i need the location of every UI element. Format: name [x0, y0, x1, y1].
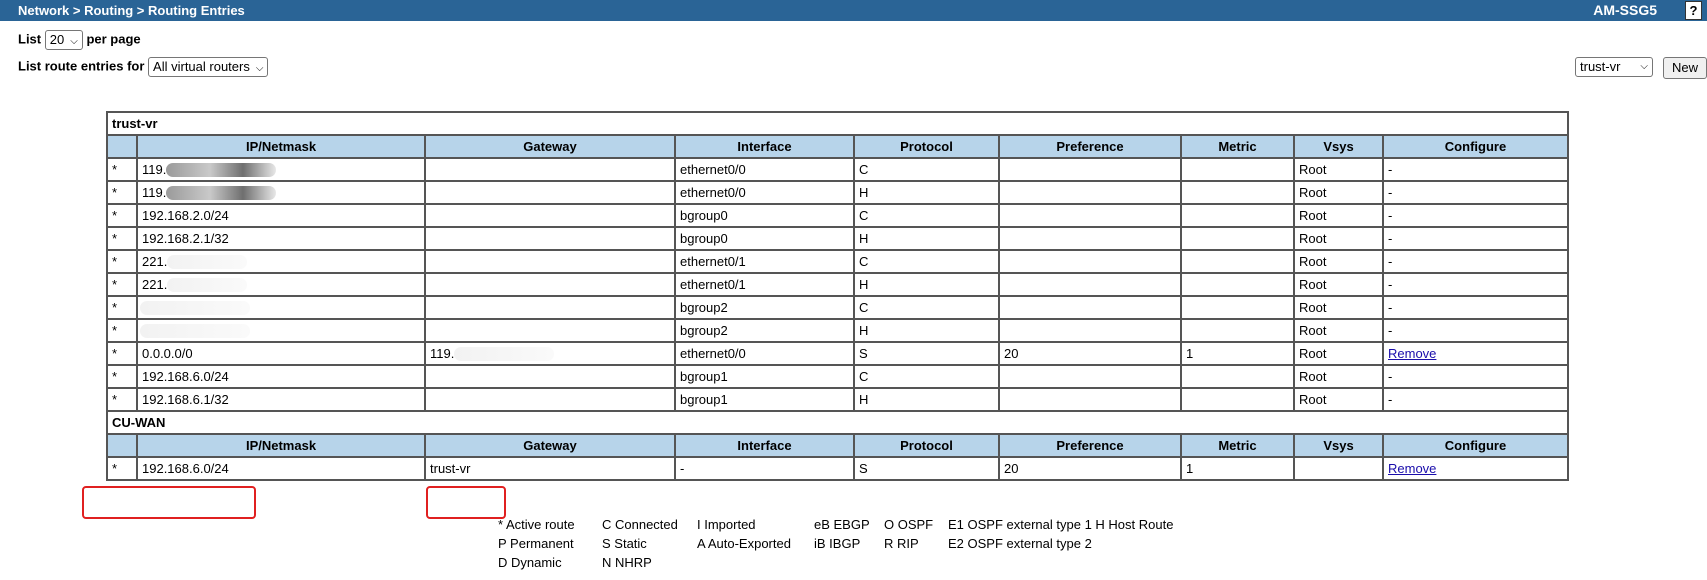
cell-metric [1181, 273, 1294, 296]
cell-pref [999, 227, 1181, 250]
cell-text: S [859, 461, 868, 476]
table-row [107, 457, 1568, 480]
cell-text: * [112, 461, 118, 476]
cell-text: 20 [1004, 346, 1019, 361]
table-row [107, 296, 1568, 319]
cell-proto [854, 296, 999, 319]
column-header: Protocol [854, 135, 999, 158]
cell-text: ethernet0/0 [680, 162, 746, 177]
cell-proto [854, 250, 999, 273]
cell-gw [425, 250, 675, 273]
cell-iface [675, 250, 854, 273]
cell-ip [137, 365, 425, 388]
table-row [107, 388, 1568, 411]
cell-text: C [859, 369, 869, 384]
cell-flag [107, 457, 137, 480]
cell-flag [107, 204, 137, 227]
legend-item: O OSPF [884, 517, 934, 532]
router-filter-control [18, 57, 268, 77]
table-row [107, 181, 1568, 204]
table-row [107, 342, 1568, 365]
flag-column-header [107, 434, 137, 457]
cell-cfg [1383, 342, 1568, 365]
cell-metric [1181, 250, 1294, 273]
column-header: Interface [675, 434, 854, 457]
cell-vsys [1294, 181, 1383, 204]
column-header: Metric [1181, 434, 1294, 457]
cell-gw [425, 296, 675, 319]
routing-table [106, 111, 1569, 481]
column-header: Interface [675, 135, 854, 158]
cell-iface [675, 319, 854, 342]
cell-text: 192.168.6.0/24 [142, 461, 229, 476]
cell-gw [425, 204, 675, 227]
legend-item: * Active route [498, 517, 575, 532]
cell-flag [107, 181, 137, 204]
cell-metric [1181, 181, 1294, 204]
cell-text: - [1388, 392, 1393, 407]
redaction-blur [140, 324, 250, 338]
cell-proto [854, 227, 999, 250]
cell-text: * [112, 162, 118, 177]
cell-cfg [1383, 319, 1568, 342]
cell-text: - [1388, 369, 1393, 384]
column-header: Gateway [425, 434, 675, 457]
cell-cfg [1383, 273, 1568, 296]
cell-pref [999, 273, 1181, 296]
cell-text: 119. [142, 184, 167, 200]
cell-pref [999, 181, 1181, 204]
cell-vsys [1294, 365, 1383, 388]
cell-cfg [1383, 250, 1568, 273]
cell-iface [675, 296, 854, 319]
cell-text: H [859, 323, 869, 338]
cell-ip [137, 457, 425, 480]
cell-text: - [1388, 231, 1393, 246]
remove-link[interactable]: Remove [1388, 461, 1437, 476]
cell-proto [854, 273, 999, 296]
cell-text: S [859, 346, 868, 361]
column-header: Vsys [1294, 135, 1383, 158]
cell-gw [425, 342, 675, 365]
header-row [107, 135, 1568, 158]
cell-pref [999, 457, 1181, 480]
cell-text: * [112, 231, 118, 246]
cell-text: 192.168.2.1/32 [142, 231, 229, 246]
cell-ip [137, 181, 425, 204]
cell-text: Root [1299, 162, 1327, 177]
table-row [107, 250, 1568, 273]
device-name: AM-SSG5 [1593, 2, 1657, 18]
cell-text: - [1388, 208, 1393, 223]
cell-text: 221. [142, 253, 168, 269]
cell-text: ethernet0/1 [680, 277, 746, 292]
cell-vsys [1294, 457, 1383, 480]
cell-text: * [112, 346, 118, 361]
cell-text: bgroup1 [680, 369, 728, 384]
table-row [107, 158, 1568, 181]
breadcrumb: Network > Routing > Routing Entries [18, 3, 245, 18]
cell-text: - [1388, 323, 1393, 338]
section-title: trust-vr [107, 112, 1568, 135]
cell-proto [854, 181, 999, 204]
cell-text: Root [1299, 185, 1327, 200]
cell-metric [1181, 342, 1294, 365]
cell-flag [107, 319, 137, 342]
cell-flag [107, 227, 137, 250]
cell-metric [1181, 388, 1294, 411]
page-size-control [18, 30, 141, 50]
cell-text: H [859, 185, 869, 200]
cell-proto [854, 388, 999, 411]
section-title: CU-WAN [107, 411, 1568, 434]
cell-cfg [1383, 227, 1568, 250]
list-for-label: List route entries for [18, 58, 145, 74]
cell-text: ethernet0/0 [680, 185, 746, 200]
cell-gw [425, 273, 675, 296]
table-row [107, 365, 1568, 388]
cell-iface [675, 388, 854, 411]
cell-text: Root [1299, 277, 1327, 292]
cell-flag [107, 158, 137, 181]
cell-text: H [859, 392, 869, 407]
cell-proto [854, 319, 999, 342]
cell-cfg [1383, 457, 1568, 480]
cell-text: * [112, 369, 118, 384]
cell-cfg [1383, 158, 1568, 181]
cell-ip [137, 388, 425, 411]
cell-vsys [1294, 388, 1383, 411]
cell-metric [1181, 158, 1294, 181]
cell-ip [137, 158, 425, 181]
legend-item: E1 OSPF external type 1 H Host Route [948, 517, 1174, 532]
remove-link[interactable]: Remove [1388, 346, 1437, 361]
cell-proto [854, 204, 999, 227]
cell-iface [675, 181, 854, 204]
cell-proto [854, 158, 999, 181]
cell-text: 1 [1186, 346, 1194, 361]
legend-item: N NHRP [602, 555, 652, 570]
cell-text: * [112, 323, 118, 338]
cell-text: * [112, 208, 118, 223]
legend-item: iB IBGP [814, 536, 861, 551]
cell-iface [675, 204, 854, 227]
cell-vsys [1294, 158, 1383, 181]
cell-text: 1 [1186, 461, 1194, 476]
cell-pref [999, 296, 1181, 319]
top-bar [0, 0, 1707, 21]
cell-text: Root [1299, 254, 1327, 269]
cell-vsys [1294, 319, 1383, 342]
cell-flag [107, 365, 137, 388]
cell-text: Root [1299, 300, 1327, 315]
cell-vsys [1294, 204, 1383, 227]
cell-pref [999, 342, 1181, 365]
cell-vsys [1294, 342, 1383, 365]
column-header: Configure [1383, 135, 1568, 158]
cell-ip [137, 273, 425, 296]
cell-vsys [1294, 250, 1383, 273]
column-header: Metric [1181, 135, 1294, 158]
legend-item: I Imported [697, 517, 756, 532]
cell-text: Root [1299, 369, 1327, 384]
redaction-blur [167, 255, 247, 269]
cell-ip [137, 319, 425, 342]
cell-gw [425, 365, 675, 388]
cell-text: 119. [142, 161, 167, 177]
column-header: Vsys [1294, 434, 1383, 457]
cell-text: bgroup2 [680, 323, 728, 338]
cell-proto [854, 365, 999, 388]
cell-text: C [859, 254, 869, 269]
cell-cfg [1383, 388, 1568, 411]
cell-flag [107, 388, 137, 411]
chevron-down-icon: ⌵ [1640, 61, 1648, 72]
table-row [107, 273, 1568, 296]
cell-metric [1181, 227, 1294, 250]
column-header: Preference [999, 135, 1181, 158]
cell-metric [1181, 319, 1294, 342]
cell-text: 221. [142, 276, 168, 292]
cell-text: - [1388, 277, 1393, 292]
redaction-blur [166, 186, 276, 200]
cell-cfg [1383, 204, 1568, 227]
cell-text: * [112, 277, 118, 292]
cell-text: - [1388, 254, 1393, 269]
cell-ip [137, 204, 425, 227]
cell-text: H [859, 277, 869, 292]
legend-item: C Connected [602, 517, 678, 532]
legend-item: eB EBGP [814, 517, 870, 532]
router-filter-select[interactable]: All virtual routers ⌵ [148, 57, 268, 77]
cell-text: 192.168.6.0/24 [142, 369, 229, 384]
new-button[interactable]: New [1663, 57, 1707, 79]
cell-metric [1181, 365, 1294, 388]
cell-iface [675, 158, 854, 181]
column-header: Gateway [425, 135, 675, 158]
cell-text: 192.168.6.1/32 [142, 392, 229, 407]
table-row [107, 227, 1568, 250]
cell-text: Root [1299, 323, 1327, 338]
redaction-blur [454, 347, 554, 361]
cell-text: trust-vr [430, 461, 471, 476]
cell-proto [854, 342, 999, 365]
cell-text: bgroup2 [680, 300, 728, 315]
cell-text: bgroup0 [680, 208, 728, 223]
cell-cfg [1383, 365, 1568, 388]
cell-gw [425, 319, 675, 342]
cell-text: Root [1299, 346, 1327, 361]
cell-pref [999, 388, 1181, 411]
cell-text: C [859, 162, 869, 177]
cell-pref [999, 319, 1181, 342]
legend-item: S Static [602, 536, 647, 551]
cell-text: Root [1299, 208, 1327, 223]
cell-iface [675, 227, 854, 250]
cell-metric [1181, 457, 1294, 480]
list-label: List [18, 31, 42, 47]
redaction-blur [140, 301, 250, 315]
cell-text: bgroup0 [680, 231, 728, 246]
cell-text: C [859, 208, 869, 223]
cell-text: * [112, 392, 118, 407]
legend-item: R RIP [884, 536, 919, 551]
cell-gw [425, 457, 675, 480]
cell-pref [999, 204, 1181, 227]
cell-iface [675, 457, 854, 480]
chevron-down-icon: ⌵ [70, 36, 78, 47]
cell-text: ethernet0/0 [680, 346, 746, 361]
cell-flag [107, 296, 137, 319]
cell-text: 192.168.2.0/24 [142, 208, 229, 223]
cell-vsys [1294, 273, 1383, 296]
column-header: Configure [1383, 434, 1568, 457]
highlight-box-gateway [426, 486, 506, 519]
virtual-router-select[interactable]: trust-vr ⌵ [1575, 57, 1653, 77]
cell-cfg [1383, 296, 1568, 319]
cell-text: H [859, 231, 869, 246]
highlight-box-ip [82, 486, 256, 519]
cell-text: - [1388, 162, 1393, 177]
cell-flag [107, 250, 137, 273]
legend-item: A Auto-Exported [697, 536, 791, 551]
column-header: IP/Netmask [137, 434, 425, 457]
cell-text: * [112, 300, 118, 315]
cell-ip [137, 342, 425, 365]
cell-text: Root [1299, 231, 1327, 246]
cell-vsys [1294, 227, 1383, 250]
table-row [107, 204, 1568, 227]
cell-text: 20 [1004, 461, 1019, 476]
chevron-down-icon: ⌵ [255, 63, 264, 74]
cell-text: * [112, 254, 118, 269]
cell-text: Root [1299, 392, 1327, 407]
table-row [107, 319, 1568, 342]
cell-text: * [112, 185, 118, 200]
cell-flag [107, 273, 137, 296]
flag-column-header [107, 135, 137, 158]
cell-gw [425, 388, 675, 411]
cell-text: - [1388, 185, 1393, 200]
cell-gw [425, 227, 675, 250]
legend-item: P Permanent [498, 536, 574, 551]
cell-metric [1181, 204, 1294, 227]
cell-gw [425, 181, 675, 204]
cell-ip [137, 250, 425, 273]
redaction-blur [167, 278, 247, 292]
vr-select-wrap [1575, 57, 1653, 77]
cell-cfg [1383, 181, 1568, 204]
cell-flag [107, 342, 137, 365]
column-header: Preference [999, 434, 1181, 457]
cell-vsys [1294, 296, 1383, 319]
cell-text: ethernet0/1 [680, 254, 746, 269]
cell-iface [675, 273, 854, 296]
redaction-blur [166, 163, 276, 177]
cell-pref [999, 158, 1181, 181]
cell-proto [854, 457, 999, 480]
cell-iface [675, 365, 854, 388]
cell-text: C [859, 300, 869, 315]
help-button[interactable]: ? [1685, 1, 1702, 20]
column-header: Protocol [854, 434, 999, 457]
cell-iface [675, 342, 854, 365]
legend-item: D Dynamic [498, 555, 562, 570]
cell-pref [999, 365, 1181, 388]
cell-gw [425, 158, 675, 181]
legend-item: E2 OSPF external type 2 [948, 536, 1092, 551]
cell-ip [137, 296, 425, 319]
page-size-select[interactable]: 20 ⌵ [45, 30, 83, 50]
cell-pref [999, 250, 1181, 273]
cell-text: - [1388, 300, 1393, 315]
cell-text: 119. [430, 345, 455, 361]
header-row [107, 434, 1568, 457]
column-header: IP/Netmask [137, 135, 425, 158]
cell-ip [137, 227, 425, 250]
cell-text: 0.0.0.0/0 [142, 346, 193, 361]
cell-text: bgroup1 [680, 392, 728, 407]
per-page-label: per page [86, 31, 141, 47]
cell-metric [1181, 296, 1294, 319]
cell-text: - [680, 461, 685, 476]
